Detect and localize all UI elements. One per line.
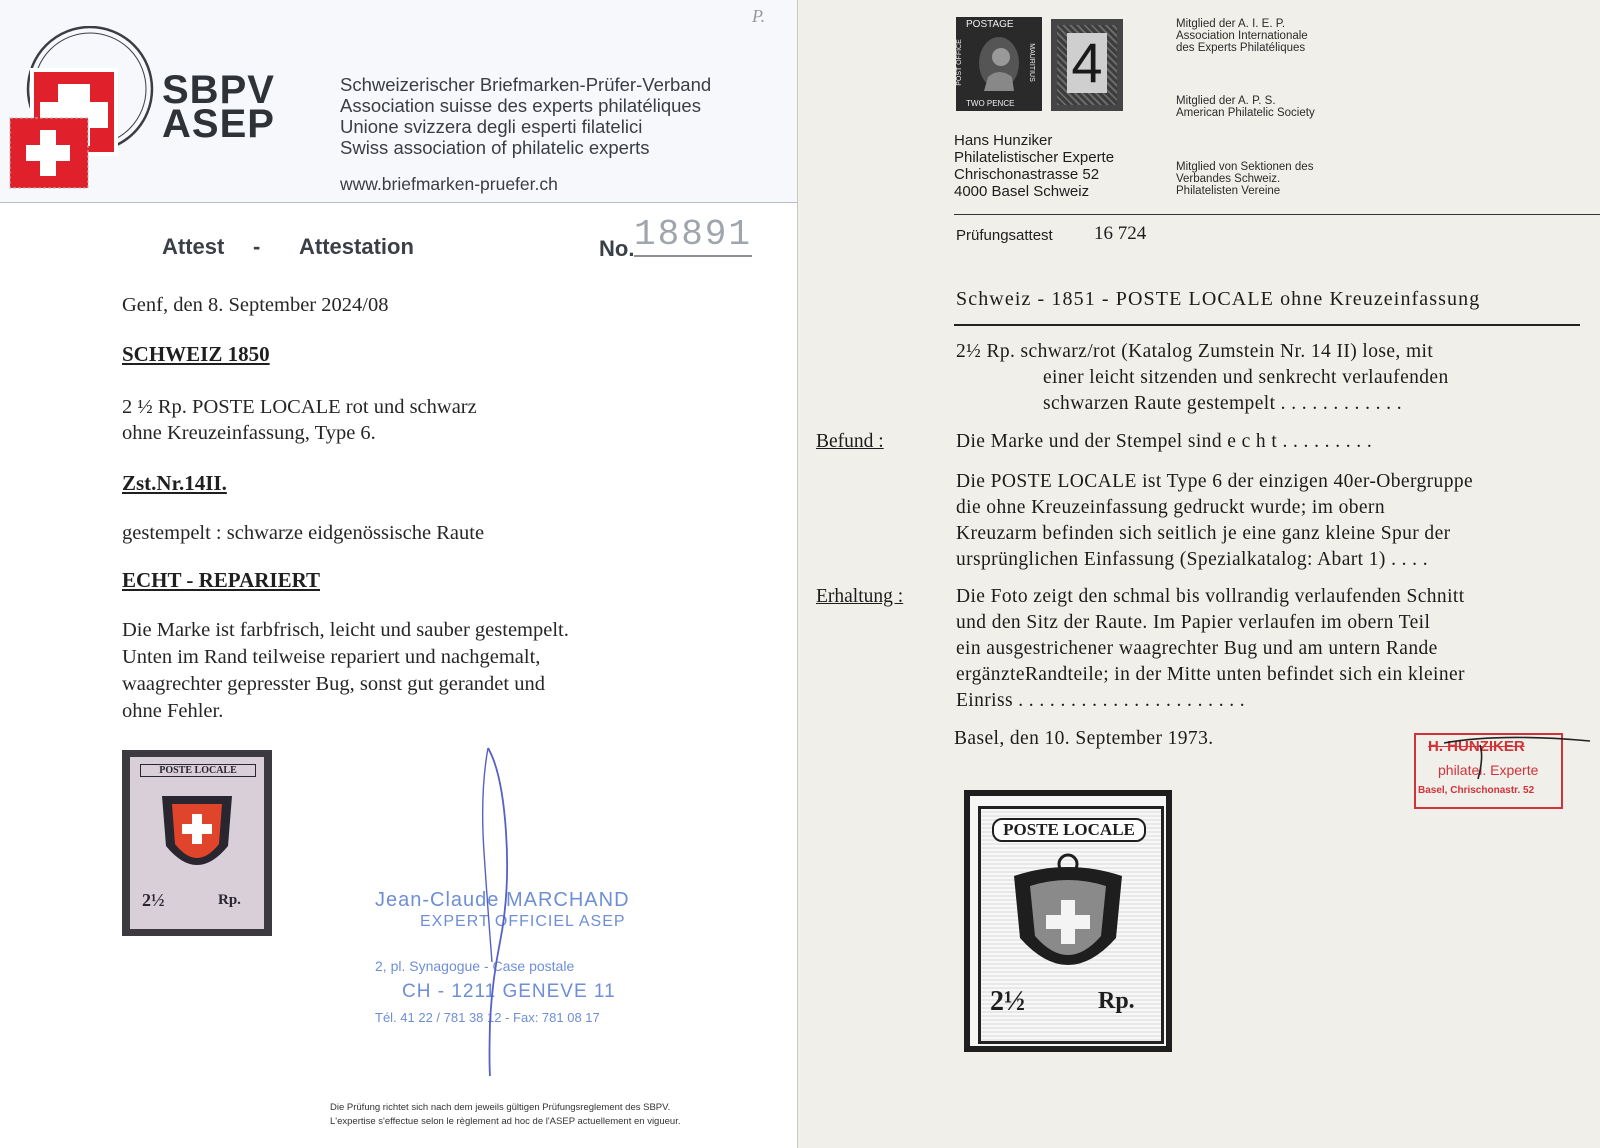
subject-rule: [954, 324, 1580, 326]
org-name-it: Unione svizzera degli esperti filatelici: [340, 116, 643, 137]
mauritius-stamp-icon: POSTAGE TWO PENCE POST OFFICE MAURITIUS: [956, 17, 1042, 111]
country-heading: SCHWEIZ 1850: [122, 342, 270, 366]
stamp-desc-line-2: einer leicht sitzenden und senkrecht verlaufenden: [1043, 367, 1449, 388]
description-line-1: 2 ½ Rp. POSTE LOCALE rot und schwarz: [122, 396, 477, 418]
numeral-stamp-icon: 4: [1051, 19, 1123, 111]
hunziker-signature-icon: [1440, 735, 1600, 785]
header-rule: [954, 214, 1600, 215]
stamp-left-top-text: POSTE LOCALE: [140, 764, 256, 777]
title-attestation: Attestation: [299, 234, 414, 259]
date-line: Genf, den 8. September 2024/08: [122, 294, 389, 316]
footnote-line-1: Die Prüfung richtet sich nach dem jeweils gültigen Prüfungsreglement des SBPV.: [330, 1102, 671, 1113]
stamp-right-currency: Rp.: [1098, 988, 1135, 1014]
stamp-left-value: 2½: [142, 890, 165, 910]
erhaltung-label: Erhaltung :: [816, 586, 904, 607]
erhaltung-line-4: ergänzteRandteile; in der Mitte unten befindet sich ein kleiner: [956, 664, 1465, 685]
condition-line-1: Die Marke ist farbfrisch, leicht und sauber gestempelt.: [122, 619, 569, 641]
swiss-shield-icon: [158, 790, 236, 884]
cancel-line: gestempelt : schwarze eidgenössische Raute: [122, 522, 485, 544]
org-name-de: Schweizerischer Briefmarken-Prüfer-Verband: [340, 74, 712, 95]
cert-number-value: 18891: [634, 214, 753, 255]
condition-line-3: waagrechter gepresster Bug, sonst gut gerandet und: [122, 673, 545, 695]
befund-line-3: die ohne Kreuzeinfassung gedruckt wurde; im obern: [956, 497, 1385, 518]
subject-line: Schweiz - 1851 - POSTE LOCALE ohne Kreuzeinfassung: [956, 288, 1481, 310]
stamp-left-currency: Rp.: [218, 892, 241, 908]
expert-street: Chrischonastrasse 52: [954, 166, 1100, 183]
befund-line-5: ursprünglichen Einfassung (Spezialkatalog: Abart 1) . . . .: [956, 549, 1428, 570]
expert-stamp-name: Jean-Claude MARCHAND: [375, 889, 630, 911]
vsphv-line-2: Verbandes Schweiz.: [1176, 173, 1281, 185]
title-attest: Attest: [162, 234, 225, 259]
aiep-line-3: des Experts Philatéliques: [1176, 42, 1306, 54]
aiep-line-2: Association Internationale: [1176, 30, 1308, 42]
expert-name: Hans Hunziker: [954, 132, 1053, 149]
erhaltung-line-3: ein ausgestrichener waagrechter Bug und am untern Rande: [956, 638, 1438, 659]
aiep-line-1: Mitglied der A. I. E. P.: [1176, 18, 1286, 30]
expert-stamp-title: EXPERT OFFICIEL ASEP: [420, 913, 626, 930]
cert-number: 16 724: [1094, 223, 1147, 244]
stamp-right-top-text: POSTE LOCALE: [992, 818, 1146, 842]
description-line-2: ohne Kreuzeinfassung, Type 6.: [122, 422, 376, 444]
red-stamp-line-3: Basel, Chrischonastr. 52: [1418, 785, 1535, 796]
brand-sbpv: SBPV: [162, 68, 275, 112]
cert-number-label: No.: [599, 236, 635, 261]
org-name-en: Swiss association of philatelic experts: [340, 137, 650, 158]
stamp-photo-right: [964, 790, 1172, 1052]
footnote-line-2: L'expertise s'effectue selon le règlement ad hoc de l'ASEP actuellement en vigueur.: [330, 1116, 681, 1127]
condition-line-2: Unten im Rand teilweise repariert und nachgemalt,: [122, 646, 541, 668]
stamp-desc-line-3: schwarzen Raute gestempelt . . . . . . . . . . . .: [1043, 393, 1402, 414]
condition-line-4: ohne Fehler.: [122, 700, 224, 722]
website-link[interactable]: www.briefmarken-pruefer.ch: [340, 174, 558, 194]
title-dash: -: [253, 234, 261, 259]
verdict: ECHT - REPARIERT: [122, 568, 321, 592]
closing-line: Basel, den 10. September 1973.: [954, 728, 1214, 749]
befund-label: Befund :: [816, 431, 884, 452]
cert-label: Prüfungsattest: [956, 227, 1053, 244]
erhaltung-line-1: Die Foto zeigt den schmal bis vollrandig verlaufenden Schnitt: [956, 586, 1465, 607]
expert-title: Philatelistischer Experte: [954, 149, 1115, 166]
expert-stamp-phone: Tél. 41 22 / 781 38 12 - Fax: 781 08 17: [375, 1010, 600, 1025]
page-mark: P.: [752, 6, 766, 26]
org-name-fr: Association suisse des experts philatéliques: [340, 95, 701, 116]
catalog-ref: Zst.Nr.14II.: [122, 471, 227, 495]
red-stamp-line-1: H. HUNZIKER: [1428, 738, 1525, 755]
signature-icon: [470, 742, 530, 1082]
aps-line-1: Mitglied der A. P. S.: [1176, 95, 1276, 107]
swiss-flag-logo-icon: [2, 26, 162, 196]
brand-asep: ASEP: [162, 102, 275, 146]
red-stamp-line-2: philatel. Experte: [1438, 762, 1539, 778]
befund-line-1: Die Marke und der Stempel sind e c h t . . . . . . . . .: [956, 431, 1373, 452]
erhaltung-line-5: Einriss . . . . . . . . . . . . . . . . . . . . . .: [956, 690, 1246, 711]
vsphv-line-1: Mitglied von Sektionen des: [1176, 161, 1314, 173]
erhaltung-line-2: und den Sitz der Raute. Im Papier verlaufen im obern Teil: [956, 612, 1431, 633]
stamp-desc-line-1: 2½ Rp. schwarz/rot (Katalog Zumstein Nr. 14 II) lose, mit: [956, 341, 1434, 362]
aps-line-2: American Philatelic Society: [1176, 107, 1315, 119]
befund-line-2: Die POSTE LOCALE ist Type 6 der einzigen 40er-Obergruppe: [956, 471, 1474, 492]
befund-line-4: Kreuzarm befinden sich seitlich je eine ganz kleine Spur der: [956, 523, 1451, 544]
expert-stamp-address-1: 2, pl. Synagogue - Case postale: [375, 958, 575, 974]
expert-stamp-address-2: CH - 1211 GENEVE 11: [402, 981, 616, 1002]
swiss-shield-right-icon: [1008, 852, 1128, 992]
stamp-photo-left: [122, 750, 272, 936]
vsphv-line-3: Philatelisten Vereine: [1176, 185, 1281, 197]
expert-city: 4000 Basel Schweiz: [954, 183, 1090, 200]
stamp-right-value: 2½: [990, 986, 1025, 1017]
